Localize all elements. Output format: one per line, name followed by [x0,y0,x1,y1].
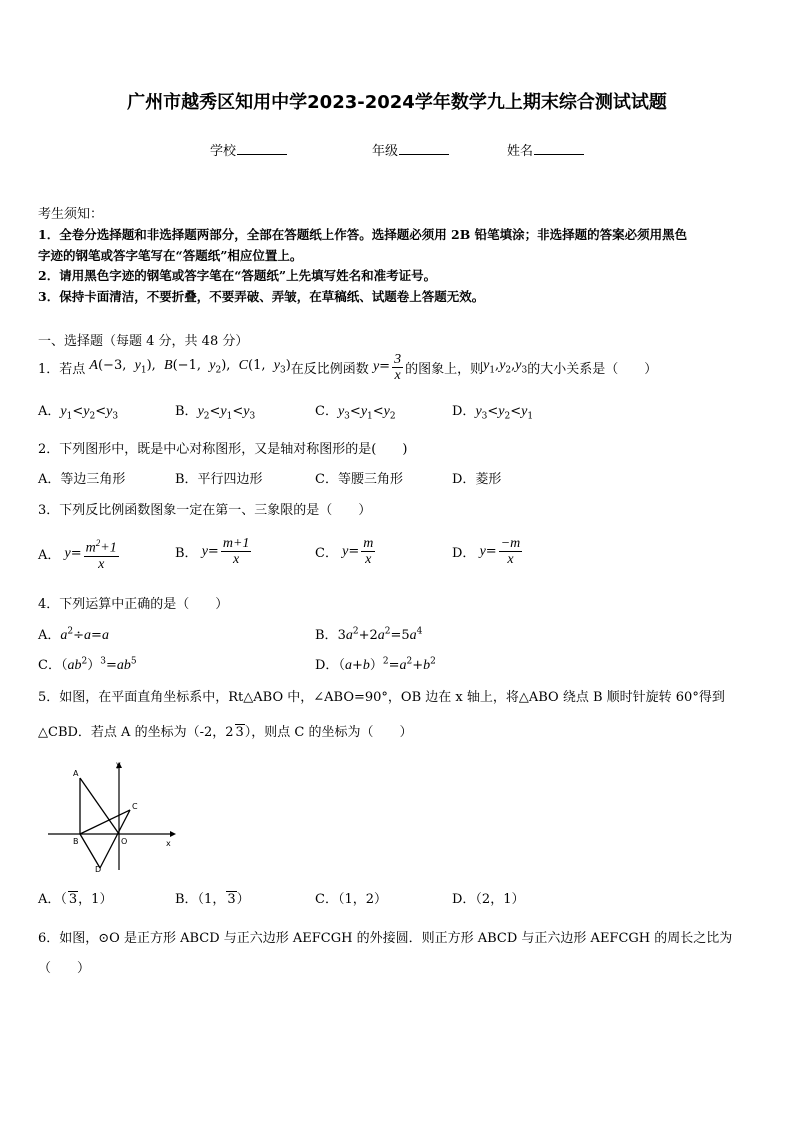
q2-option-d[interactable]: D．菱形 [452,472,502,487]
q1-option-b[interactable]: B．$y_2<y_1<y_3$ [175,404,256,422]
grade-field[interactable] [372,140,449,159]
x-axis-arrow [170,831,176,837]
q3-option-b[interactable]: B． y= $\frac{m+1}{x}$ [175,536,250,567]
q5-option-c[interactable]: C．（1，2） [315,892,387,907]
label-c: C [132,802,138,811]
label-a: A [73,769,79,778]
name-label: 姓名 [507,144,534,159]
q1-option-c[interactable]: C．$y_3<y_1<y_2$ [315,404,396,422]
q4-option-a[interactable]: A．$a^2\div a=a$ [38,626,109,643]
q4-option-b[interactable]: B．$3a^2+2a^2=5a^4$ [315,626,423,643]
notice-heading: 考生须知： [38,207,104,222]
segment-bd [80,834,100,868]
question-4-stem: 4．下列运算中正确的是（ ） [38,597,229,612]
question-5-stem-line2: △CBD．若点 A 的坐标为（-2，2 3），则点 C 的坐标为（ ） [38,725,413,740]
school-label: 学校 [210,144,237,159]
label-o: O [121,837,128,846]
q5-option-a[interactable]: A．（ 3，1） [38,892,113,907]
name-blank[interactable] [534,142,584,155]
school-blank[interactable] [237,142,287,155]
q3-option-c[interactable]: C． y= $\frac{m}{x}$ [315,536,374,567]
q2-option-b[interactable]: B．平行四边形 [175,472,263,487]
label-b: B [73,837,79,846]
question-3-stem: 3．下列反比例函数图象一定在第一、三象限的是（ ） [38,503,372,518]
q2-option-a[interactable]: A．等边三角形 [38,472,126,487]
name-field[interactable] [507,140,584,159]
q4-option-d[interactable]: D．$(a+b)^2=a^2+b^2$ [315,656,436,673]
q1-option-d[interactable]: D．$y_3<y_2<y_1$ [452,404,534,422]
question-1-stem: 1．若点 A(−3, $y_1$), B(−1, $y_2$), C(1, $y_3$) 在反比例函数 y= $\frac{3}{x}$ 的图象上，则 $y_1,y_2,y_3$ 的大小关系是（ ） [38,351,658,383]
notice-item-3: 3．保持卡面清洁，不要折叠，不要弄破、弄皱，在草稿纸、试题卷上答题无效。 [38,289,485,304]
q1-option-a[interactable]: A．$y_1<y_2<y_3$ [38,404,119,422]
section-heading: 一、选择题（每题 4 分，共 48 分） [38,334,249,349]
question-6-stem-line1: 6．如图，⊙O 是正方形 ABCD 与正六边形 AEFCGH 的外接圆．则正方形 ABCD 与正六边形 AEFCGH 的周长之比为 [38,931,733,946]
q3-option-d[interactable]: D． y= $\frac{-m}{x}$ [452,536,521,567]
question-6-stem-line2: （ ） [38,961,91,976]
notice-item-1-cont: 字迹的钢笔或答字笔写在“答题纸”相应位置上。 [38,248,303,263]
q4-option-c[interactable]: C．$(ab^2)^3=ab^5$ [38,656,137,673]
label-d: D [95,865,102,873]
grade-blank[interactable] [399,142,449,155]
label-y: y [116,760,121,769]
question-2-stem: 2．下列图形中，既是中心对称图形，又是轴对称图形的是( ) [38,442,408,457]
notice-item-1: 1．全卷分选择题和非选择题两部分，全部在答题纸上作答。选择题必须用 2B 铅笔填涂；非选择题的答案必须用黑色 [38,227,688,242]
q2-option-c[interactable]: C．等腰三角形 [315,472,403,487]
q5-option-d[interactable]: D．（2，1） [452,892,525,907]
grade-label: 年级 [372,144,399,159]
question-5-stem-line1: 5．如图，在平面直角坐标系中，Rt△ABO 中，∠ABO=90°，OB 边在 x 轴上，将△ABO 绕点 B 顺时针旋转 60°得到 [38,690,725,705]
notice-item-2: 2．请用黑色字迹的钢笔或答字笔在“答题纸”上先填写姓名和准考证号。 [38,268,437,283]
q3-option-a[interactable]: A． y= $\frac{m^2+1}{x}$ [38,538,117,572]
label-x: x [166,839,171,848]
q5-option-b[interactable]: B．（1， 3） [175,892,250,907]
segment-ao [80,778,119,834]
page-title: 广州市越秀区知用中学2023-2024学年数学九上期末综合测试试题 [127,92,667,113]
q5-figure [40,758,180,873]
school-field[interactable] [210,140,287,159]
